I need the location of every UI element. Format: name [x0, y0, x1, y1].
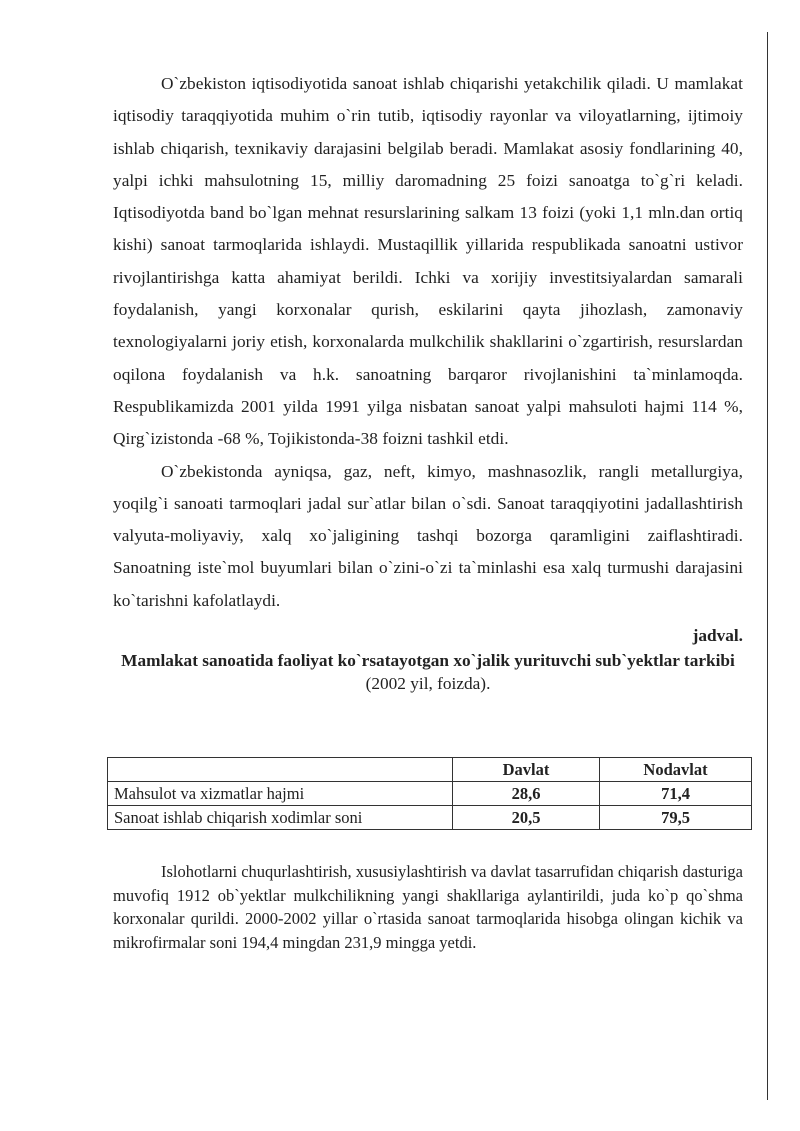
table-title-bold: Mamlakat sanoatida faoliyat ko`rsatayotgan xo`jalik yurituvchi sub`yektlar tarkibi — [121, 651, 735, 671]
cell-nodavlat: 79,5 — [600, 806, 752, 830]
table-title — [113, 649, 743, 695]
table-title-rest: (2002 yil, foizda). — [365, 674, 491, 694]
bottom-text-block — [113, 860, 743, 954]
row-label: Mahsulot va xizmatlar hajmi — [108, 782, 453, 806]
cell-davlat: 28,6 — [453, 782, 600, 806]
table-row — [108, 806, 752, 830]
header-cell-empty — [108, 758, 453, 782]
paragraph-2: O`zbekistonda ayniqsa, gaz, neft, kimyo, mashnasozlik, rangli metallurgiya, yoqilg`i sanoati tarmoqlari jadal sur`atlar bilan o`sdi. Sanoat taraqqiyotini jadallashtirish valyuta-moliyaviy, xalq xo`jaligining tashqi bozorga qaramligini zaiflashtiradi. Sanoatning iste`mol buyumlari bilan o`zini-o`zi ta`minlashi esa xalq turmushi darajasini ko`tarishni kafolatlaydi. — [113, 461, 743, 610]
row-label: Sanoat ishlab chiqarish xodimlar soni — [108, 806, 453, 830]
header-cell-davlat: Davlat — [453, 758, 600, 782]
data-table — [107, 757, 752, 830]
paragraph-3: Islohotlarni chuqurlashtirish, xususiylashtirish va davlat tasarrufidan chiqarish dasturiga muvofiq 1912 ob`yektlar mulkchilikning yangi shakllariga aylantirildi, juda ko`p qo`shma korxonalar qurildi. 2000-2002 yillar o`rtasida sanoat tarmoqlarida hisobga olingan kichik va mikrofirmalar soni 194,4 mingdan 231,9 mingga yetdi. — [113, 862, 743, 952]
cell-davlat: 20,5 — [453, 806, 600, 830]
paragraph-1: O`zbekiston iqtisodiyotida sanoat ishlab chiqarishi yetakchilik qiladi. U mamlakat iqtisodiy taraqqiyotida muhim o`rin tutib, iqtisodiy rayonlar va viloyatlarning, ijtimoiy ishlab chiqarish, texnikaviy darajasini belgilab beradi. Mamlakat asosiy fondlarining 40, yalpi ichki mahsulotning 15, milliy daromadning 25 foizi sanoatga to`g`ri keladi. Iqtisodiyotda band bo`lgan mehnat resurslarining salkam 13 foizi (yoki 1,1 mln.dan ortiq kishi) sanoat tarmoqlarida ishlaydi. Mustaqillik yillarida respublikada sanoatni ustivor rivojlantirishga katta ahamiyat berildi. Ichki va xorijiy investitsiyalardan samarali foydalanish, yangi korxonalar qurish, eskilarini qayta jihozlash, zamonaviy texnologiyalarni joriy etish, korxonalarda mulkchilik shakllarini o`zgartirish, resurslardan oqilona foydalanish va h.k. sanoatning barqaror rivojlanishini ta`minlamoqda. Respublikamizda 2001 yilda 1991 yilga nisbatan sanoat yalpi mahsuloti hajmi 114 %, Qirg`izistonda -68 %, Tojikistonda-38 foizni tashkil etdi. — [113, 74, 743, 449]
table-header-row — [108, 758, 752, 782]
table-row — [108, 782, 752, 806]
table-label: jadval. — [692, 626, 743, 646]
page-margin-rule — [767, 32, 768, 1100]
cell-nodavlat: 71,4 — [600, 782, 752, 806]
main-text-block — [113, 68, 743, 695]
header-cell-nodavlat: Nodavlat — [600, 758, 752, 782]
